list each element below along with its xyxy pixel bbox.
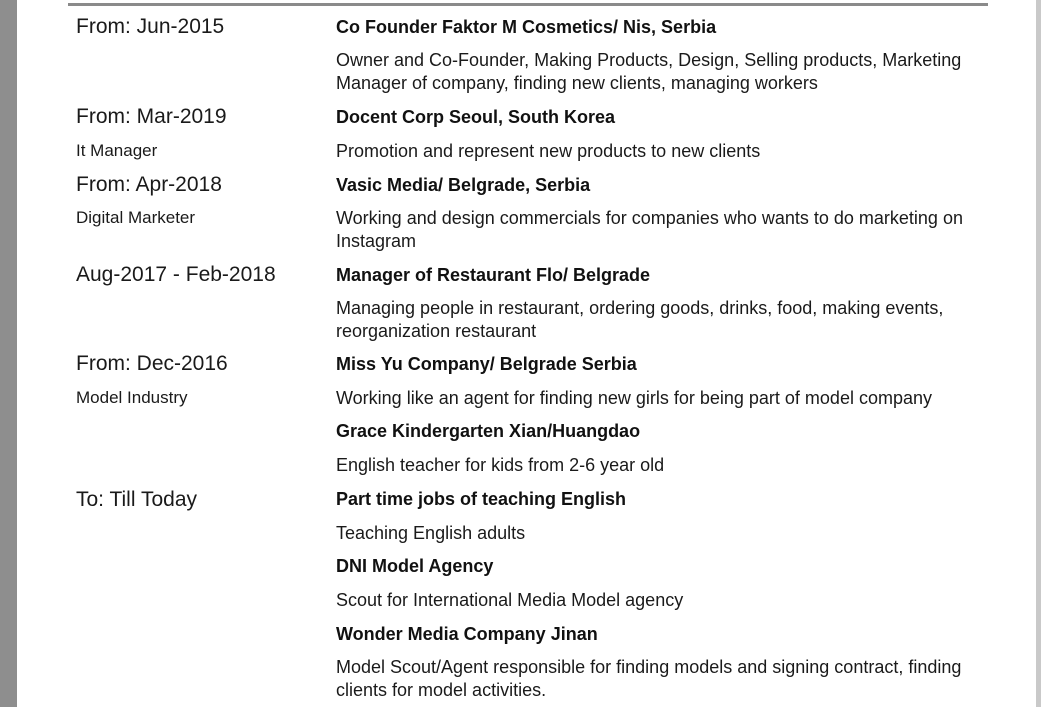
entry-description: Managing people in restaurant, ordering goods, drinks, food, making events, reorganization restaurant xyxy=(336,298,944,341)
entry-company: Docent Corp Seoul, South Korea xyxy=(336,107,616,127)
entry-company: Wonder Media Company Jinan xyxy=(336,624,598,644)
entry-date: From: Dec-2016 xyxy=(76,352,228,375)
entry-date: Aug-2017 - Feb-2018 xyxy=(76,263,276,286)
entry-description: Promotion and represent new products to new clients xyxy=(336,141,761,161)
entry-company: Manager of Restaurant Flo/ Belgrade xyxy=(336,265,651,285)
entry-description: Working like an agent for finding new girls for being part of model company xyxy=(336,388,932,408)
entry-description: Teaching English adults xyxy=(336,523,526,543)
entry-company: DNI Model Agency xyxy=(336,556,494,576)
entry-company: Vasic Media/ Belgrade, Serbia xyxy=(336,175,591,195)
entry-date: From: Apr-2018 xyxy=(76,173,222,196)
entry-company: Part time jobs of teaching English xyxy=(336,489,627,509)
entry-description: Working and design commercials for companies who wants to do marketing on Instagram xyxy=(336,208,963,251)
viewer-left-gutter xyxy=(0,0,17,707)
entry-role: Digital Marketer xyxy=(76,208,196,227)
entry-role: It Manager xyxy=(76,141,158,160)
top-divider xyxy=(68,3,988,6)
entry-date: From: Mar-2019 xyxy=(76,105,227,128)
entry-description: English teacher for kids from 2-6 year old xyxy=(336,455,665,475)
entry-description: Scout for International Media Model agency xyxy=(336,590,684,610)
entry-date: To: Till Today xyxy=(76,488,198,511)
entry-role: Model Industry xyxy=(76,388,188,407)
entry-description: Model Scout/Agent responsible for finding models and signing contract, finding clients for model activities. xyxy=(336,657,962,700)
viewer-right-edge xyxy=(1036,0,1041,707)
document-page xyxy=(17,0,1036,707)
entry-company: Co Founder Faktor M Cosmetics/ Nis, Serbia xyxy=(336,17,717,37)
entry-date: From: Jun-2015 xyxy=(76,15,225,38)
entry-company: Grace Kindergarten Xian/Huangdao xyxy=(336,421,641,441)
entry-description: Owner and Co-Founder, Making Products, Design, Selling products, Marketing Manager of company, finding new clients, managing workers xyxy=(336,50,962,93)
entry-company: Miss Yu Company/ Belgrade Serbia xyxy=(336,354,637,374)
